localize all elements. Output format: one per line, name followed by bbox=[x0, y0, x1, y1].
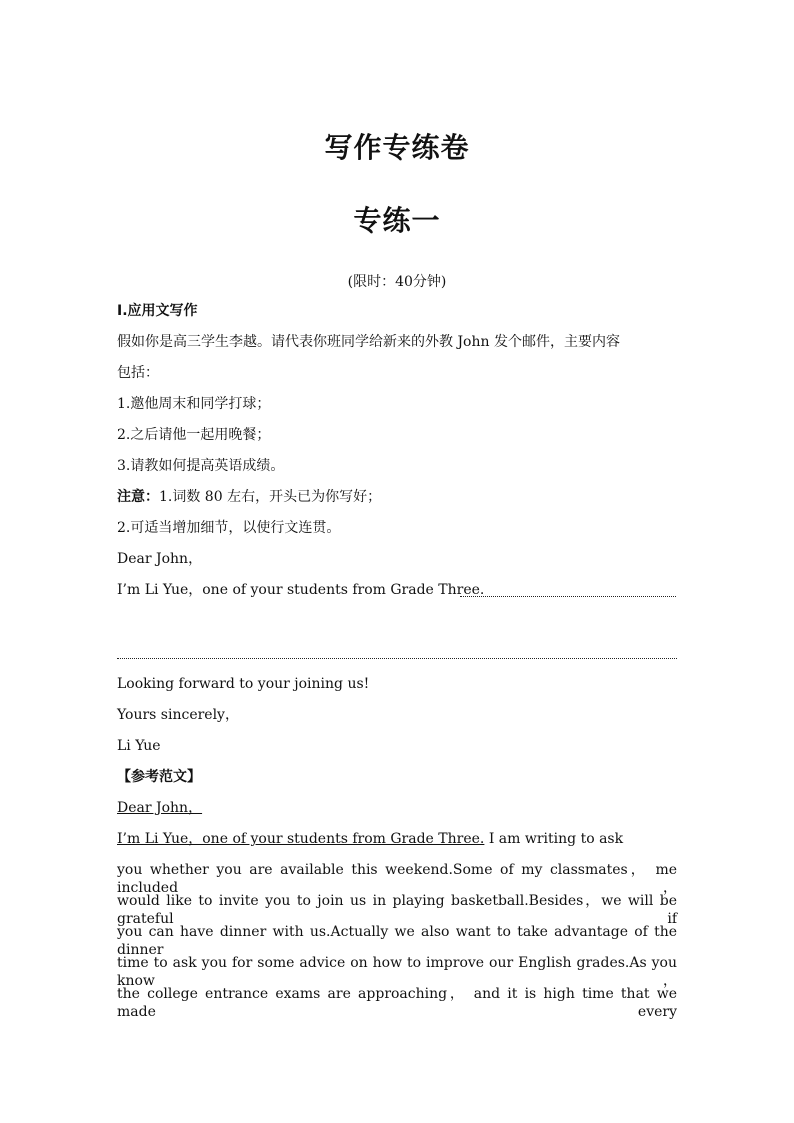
sample-heading: 【参考范文】 bbox=[117, 769, 201, 785]
point-1: 1.邀他周末和同学打球； bbox=[117, 396, 271, 412]
letter-greeting: Dear John， bbox=[117, 551, 203, 567]
note-line-1 bbox=[117, 488, 677, 506]
sample-line-5: time to ask you for some advice on how to improve our English grades.As you know， bbox=[117, 955, 677, 989]
prompt-line-1: 假如你是高三学生李越。请代表你班同学给新来的外教 John 发个邮件，主要内容 bbox=[117, 334, 620, 350]
section-heading: Ⅰ.应用文写作 bbox=[117, 303, 198, 319]
letter-closing-2: Yours sincerely， bbox=[117, 707, 239, 723]
point-3: 3.请教如何提高英语成绩。 bbox=[117, 458, 285, 474]
sample-line-1-underlined: I’m Li Yue，one of your students from Grade Three. bbox=[117, 831, 485, 847]
answer-line-1 bbox=[460, 596, 676, 597]
prompt-line-2: 包括： bbox=[117, 365, 159, 381]
letter-closing-1: Looking forward to your joining us! bbox=[117, 676, 370, 692]
sample-line-1 bbox=[117, 830, 677, 848]
note-1: 1.词数 80 左右，开头已为你写好； bbox=[159, 489, 382, 505]
note-2: 2.可适当增加细节，以使行文连贯。 bbox=[117, 520, 341, 536]
page-subtitle: 专练一 bbox=[353, 204, 441, 237]
sample-line-4: you can have dinner with us.Actually we also want to take advantage of the dinner bbox=[117, 924, 677, 958]
answer-line-2 bbox=[117, 658, 677, 659]
sample-line-3: would like to invite you to join us in playing basketball.Besides，we will be grateful if bbox=[117, 893, 677, 927]
sample-line-2: you whether you are available this weekend.Some of my classmates， me included， bbox=[117, 862, 677, 896]
letter-opening: I’m Li Yue，one of your students from Grade Three. bbox=[117, 582, 485, 598]
sample-line-6: the college entrance exams are approaching， and it is high time that we made every bbox=[117, 986, 677, 1020]
time-limit: (限时：40分钟) bbox=[347, 274, 447, 290]
note-label: 注意： bbox=[117, 489, 159, 505]
letter-signature: Li Yue bbox=[117, 738, 161, 754]
page-title: 写作专练卷 bbox=[324, 131, 470, 164]
point-2: 2.之后请他一起用晚餐； bbox=[117, 427, 271, 443]
sample-line-1-rest: I am writing to ask bbox=[484, 831, 624, 847]
sample-greeting: Dear John， bbox=[117, 800, 203, 816]
